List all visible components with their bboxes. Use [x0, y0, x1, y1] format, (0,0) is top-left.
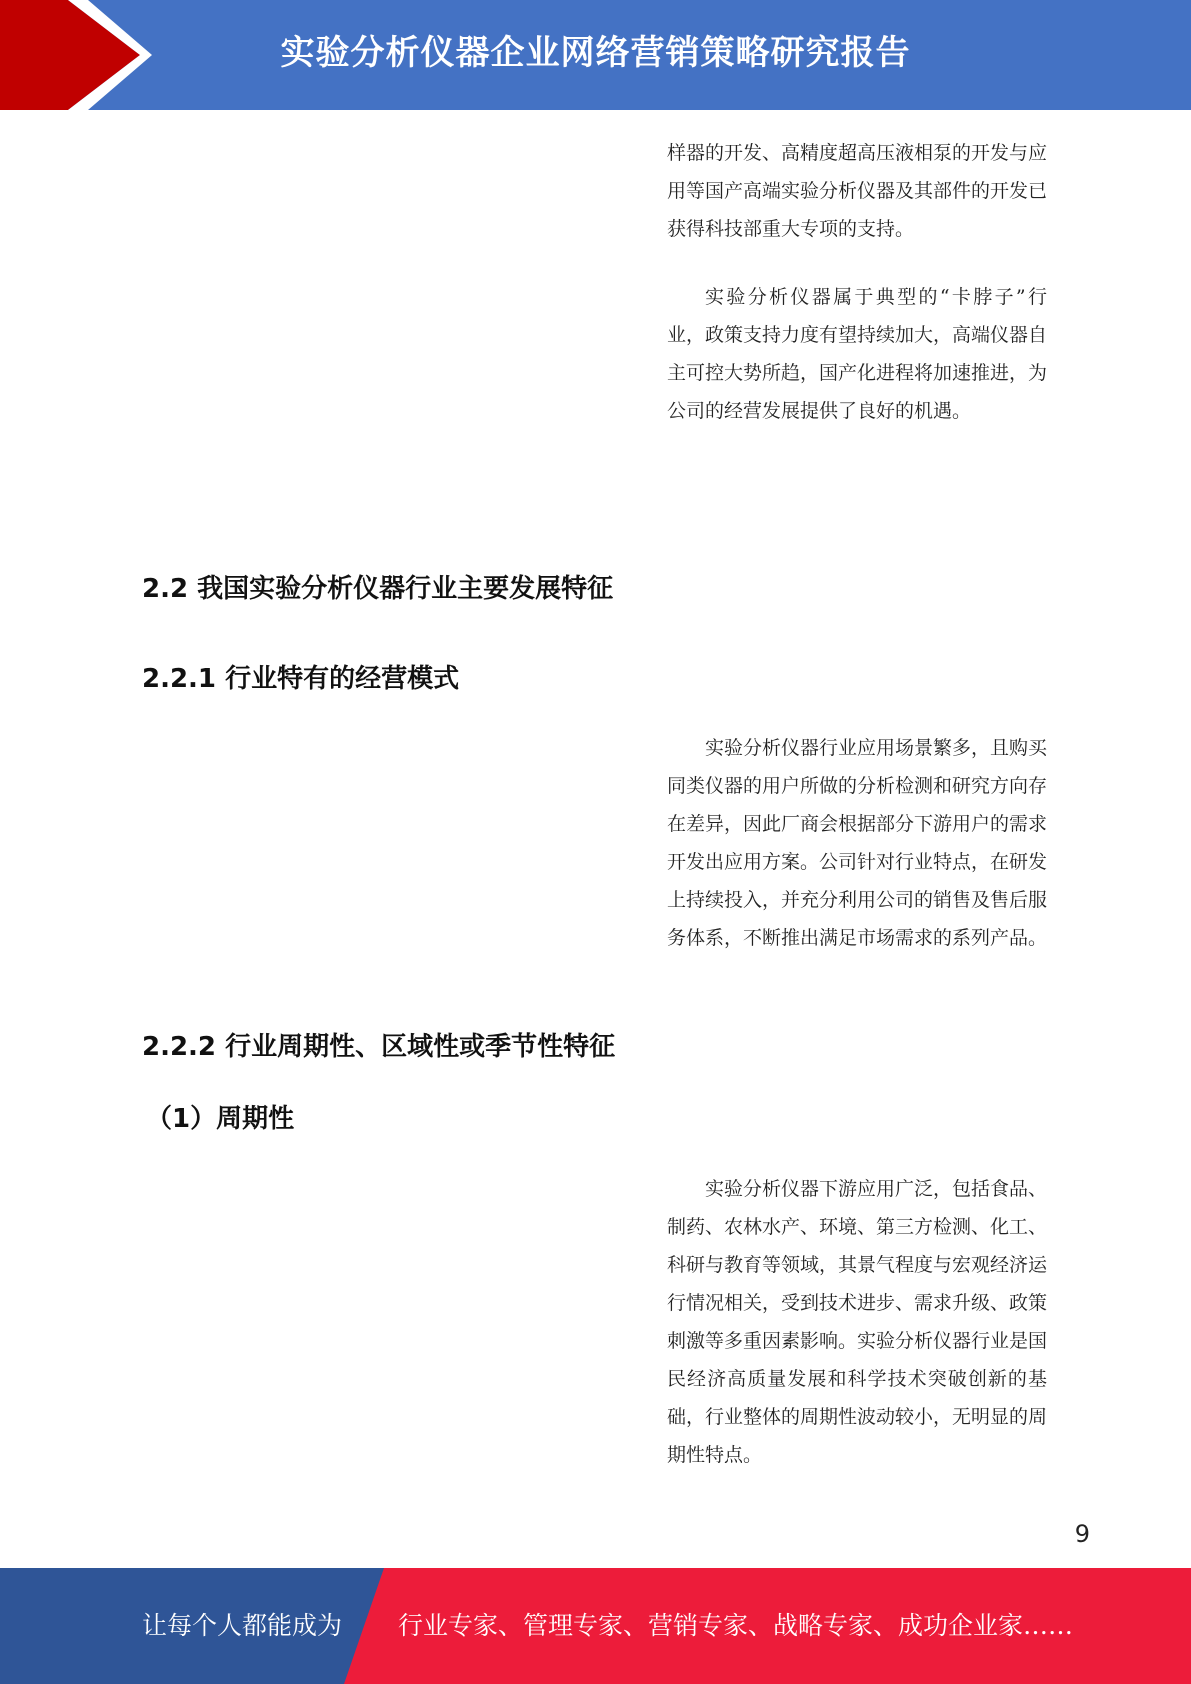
text-block-2: [667, 278, 1047, 430]
text-block-1: [667, 134, 1047, 248]
page-header: [0, 0, 1191, 110]
footer-slogan-left: 让每个人都能成为: [142, 1611, 343, 1640]
section-heading-2-2-2: 2.2.2 行业周期性、区域性或季节性特征: [142, 1032, 616, 1062]
footer-slogan-right: 行业专家、管理专家、营销专家、战略专家、成功企业家……: [398, 1611, 1074, 1640]
paragraph: 实验分析仪器下游应用广泛，包括食品、制药、农林水产、环境、第三方检测、化工、科研与教育等领域，其景气程度与宏观经济运行情况相关，受到技术进步、需求升级、政策刺激等多重因素影响。实验分析仪器行业是国民经济高质量发展和科学技术突破创新的基础，行业整体的周期性波动较小，无明显的周期性特点。: [667, 1178, 1048, 1466]
paragraph: 样器的开发、高精度超高压液相泵的开发与应用等国产高端实验分析仪器及其部件的开发已获得科技部重大专项的支持。: [667, 142, 1048, 240]
page-number: 9: [1074, 1520, 1090, 1548]
report-title: 实验分析仪器企业网络营销策略研究报告: [280, 33, 911, 73]
paragraph: 实验分析仪器属于典型的“卡脖子”行业，政策支持力度有望持续加大，高端仪器自主可控大势所趋，国产化进程将加速推进，为公司的经营发展提供了良好的机遇。: [667, 286, 1048, 422]
page-footer: [0, 1568, 1191, 1684]
text-block-4: [667, 1170, 1047, 1474]
subsection-heading-cyclicality: （1）周期性: [146, 1104, 295, 1134]
section-heading-2-2-1: 2.2.1 行业特有的经营模式: [142, 664, 460, 694]
text-block-3: [667, 729, 1047, 957]
paragraph: 实验分析仪器行业应用场景繁多，且购买同类仪器的用户所做的分析检测和研究方向存在差异，因此厂商会根据部分下游用户的需求开发出应用方案。公司针对行业特点，在研发上持续投入，并充分利用公司的销售及售后服务体系，不断推出满足市场需求的系列产品。: [667, 737, 1048, 949]
header-arrow-decoration: [0, 0, 160, 110]
section-heading-2-2: 2.2 我国实验分析仪器行业主要发展特征: [142, 574, 614, 604]
